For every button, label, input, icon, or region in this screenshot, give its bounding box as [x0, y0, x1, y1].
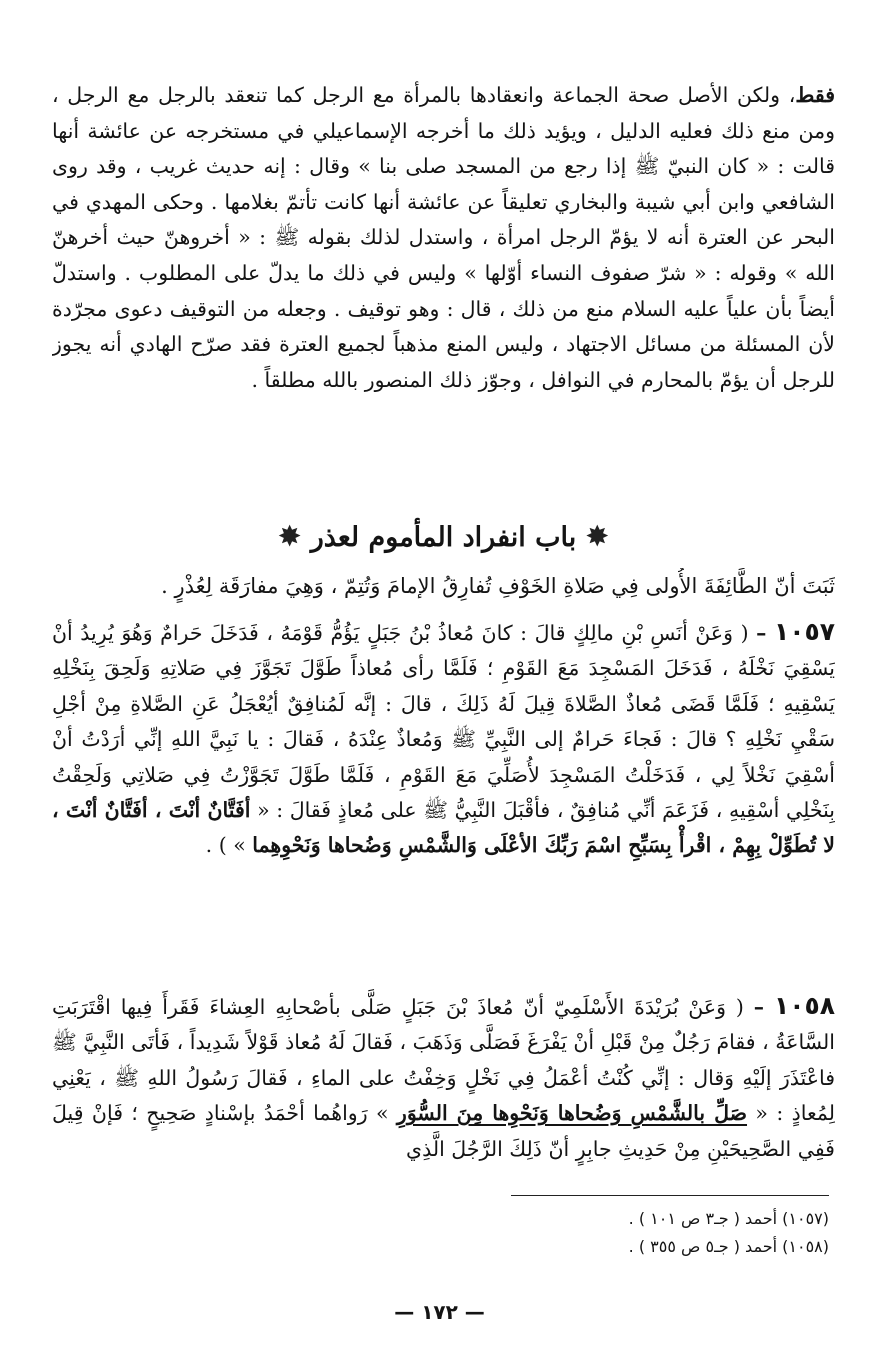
quote-open: « — [250, 798, 277, 823]
hadith-text: ( وَعَنْ أنَسِ بْنِ مالِكٍ قالَ : كانَ مُعاذُ بْنُ جَبَلٍ يَؤُمُّ قَوْمَهُ ، فَدَخَلَ حَرامٌ وَهُوَ يُرِيدُ أنْ يَسْقِيَ نَخْلَهُ ، فَدَخَلَ المَسْجِدَ مَعَ القَوْمِ ؛ فَلَمَّا رأى مُعاذاً طَوَّلَ تَجَوَّزَ فِي صَلاتِهِ وَلَحِقَ بِنَخْلِهِ يَسْقِيهِ ؛ فَلَمَّا قَضَى مُعاذٌ الصَّلاةَ قِيلَ لَهُ ذَلِكَ ، قالَ : إنَّه لَمُنافِقٌ أيُعْجَلُ عَنِ الصَّلاةِ مِنْ أجْلِ سَقْيِ نَخْلِهِ ؟ قالَ : فَجاءَ حَرامٌ إلى النَّبِيِّ ﷺ وَمُعاذٌ عِنْدَهُ ، فَقالَ : يا نَبِيَّ اللهِ إنِّي أرَدْتُ أنْ أسْقِيَ نَخْلاً لِي ، فَدَخَلْتُ المَسْجِدَ لأُصَلِّيَ مَعَ القَوْمِ ، فَلَمَّا طَوَّلَ تَجَوَّزْتُ فِي صَلاتِي وَلَحِقْتُ بِنَخْلِي أسْقِيهِ ، فَزَعَمَ أنِّي مُنافِقٌ ، فأقْبَلَ النَّبِيُّ ﷺ على مُعاذٍ فَقالَ : — [52, 621, 835, 823]
hadith-1057 — [52, 614, 835, 968]
footnotes — [269, 1205, 829, 1261]
footnote-divider — [511, 1195, 829, 1196]
hadith-prophetic-words: أفَتَّانٌ أنْتَ ، أفَتَّانٌ أنْتَ ، لا تُطَوِّلْ بِهِمْ ، اقْرأْ بِسَبِّحِ اسْمَ رَبِّكَ الأعْلَى وَالشَّمْسِ وَضُحاها وَنَحْوِهِما — [52, 798, 835, 858]
hadith-number: ١٠٥٧ — [773, 617, 835, 646]
footnote-1057: (١٠٥٧) أحمد ( جـ٣ ص ١٠١ ) . — [628, 1209, 829, 1228]
hadith-dash: – — [753, 995, 765, 1019]
intro-lead: فقط — [795, 83, 835, 107]
footnote-1058: (١٠٥٨) أحمد ( جـ٥ ص ٣٥٥ ) . — [628, 1237, 829, 1256]
quote-open: « — [747, 1101, 777, 1126]
hadith-dash: – — [756, 621, 767, 645]
intro-text: ، ولكن الأصل صحة الجماعة وانعقادها بالمرأة مع الرجل كما تنعقد بالرجل مع الرجل ، ومن منع ذلك فعليه الدليل ، ويؤيد ذلك ما أخرجه الإسماعيلي في مستخرجه عن عائشة أنها قالت : « كان النبيّ ﷺ إذا رجع من المسجد صلى بنا » وقال : إنه حديث غريب ، وقد روى الشافعي وابن أبي شيبة والبخاري تعليقاً عن عائشة أنها كانت تأتمّ بغلامها . وحكى المهدي في البحر عن العترة أنه لا يؤمّ الرجل امرأة ، واستدل لذلك بقوله ﷺ : « أخروهنّ حيث أخرهنّ الله » وقوله : « شرّ صفوف النساء أوّلها » وليس في ذلك ما يدلّ على المطلوب . واستدلّ أيضاً بأن علياً عليه السلام منع من ذلك ، قال : وهو توقيف . وجعله من التوقيف دعوى مجرّدة لأن المسئلة من مسائل الاجتهاد ، وليس المنع مذهباً لجميع العترة فقد صرّح الهادي أنه يجوز للرجل أن يؤمّ بالمحارم في النوافل ، وجوّز ذلك المنصور بالله مطلقاً . — [52, 83, 835, 392]
chapter-title: باب انفراد المأموم لعذر — [310, 521, 577, 553]
hadith-text: ( وَعَنْ بُرَيْدَةَ الأَسْلَمِيّ أنّ مُعاذَ بْنَ جَبَلٍ صَلَّى بأصْحابِهِ العِشاءَ فَقَرأَ فِيها اقْتَرَبَتِ السَّاعَةُ ، فقامَ رَجُلٌ مِنْ قَبْلِ أنْ يَفْرَغَ فَصَلَّى وَذَهَبَ ، فَقالَ لَهُ مُعاذ قَوْلاً شَدِيداً ، فَأتَى النَّبِيَّ ﷺ فاعْتَذَرَ إلَيْهِ وَقال : إنِّي كُنْتُ أعْمَلُ فِي نَخْلٍ وَخِفْتُ على الماءِ ، فَقالَ رَسُولُ اللهِ ﷺ ، يَعْنِي لِمُعاذٍ : — [52, 995, 835, 1126]
hadith-number: ١٠٥٨ — [773, 991, 835, 1020]
chapter-heading — [52, 506, 835, 568]
page-number: — ١٧٢ — — [394, 1300, 485, 1324]
hadith-text-continued: رَواهُما أحْمَدُ بإسْنادٍ صَحِيحٍ ؛ فَإنْ قِيلَ فَفِي الصَّحِيحَيْنِ مِنْ حَدِيثِ جابِرٍ أنّ ذَلِكَ الرَّجُلَ الَّذِي — [52, 1101, 835, 1161]
hadith-prophetic-words: صَلِّ بالشَّمْسِ وَضُحاها وَنَحْوِها مِنَ السُّوَرِ — [396, 1101, 748, 1126]
ornament-star-icon: ✸ — [278, 522, 301, 552]
chapter-preface: ثَبَتَ أنّ الطَّائِفَةَ الأُولى فِي صَلاةِ الخَوْفِ تُفارِقُ الإمامَ وَتُتِمّ ، وَهِيَ مفارَقَة لِعُذْرٍ . — [161, 574, 835, 598]
hadith-1058 — [52, 988, 835, 1202]
quote-close: » ) . — [205, 833, 253, 858]
intro-paragraph — [52, 78, 835, 506]
ornament-star-icon: ✸ — [586, 522, 609, 552]
quote-close: » — [367, 1101, 397, 1126]
